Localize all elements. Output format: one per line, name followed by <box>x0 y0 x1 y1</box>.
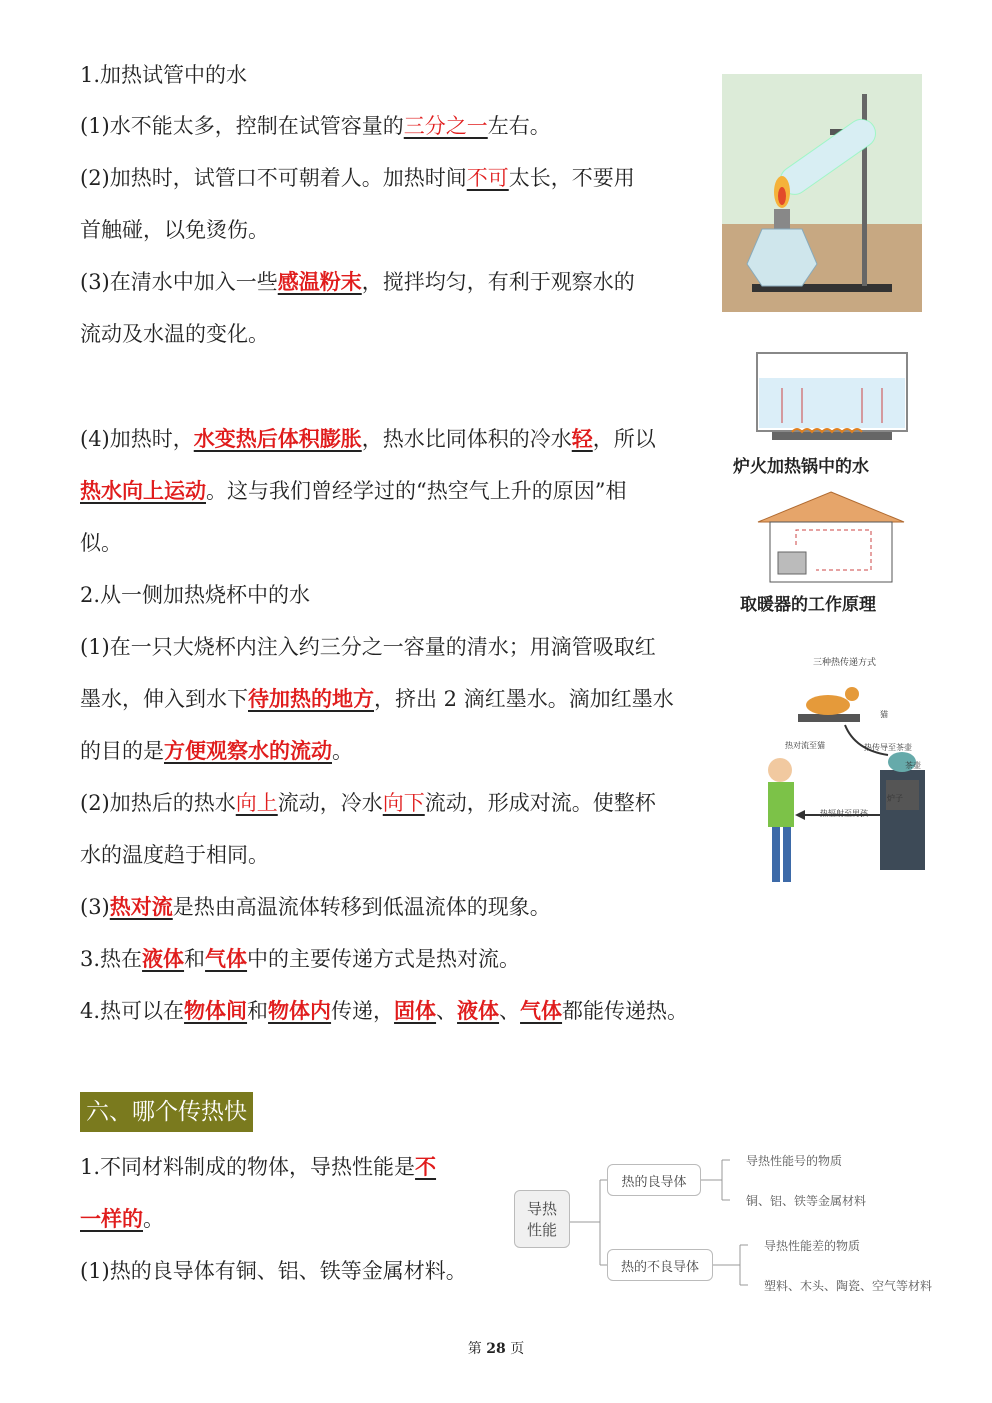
s1-p3b: 流动及水温的变化。 <box>80 322 269 346</box>
section-6-title: 六、哪个传热快 <box>80 1092 253 1132</box>
s1-p1: (1)水不能太多，控制在试管容量的三分之一左右。 <box>80 114 551 138</box>
s2-p1c: 的目的是方便观察水的流动。 <box>80 738 353 763</box>
s6-p2: (1)热的良导体有铜、铝、铁等金属材料。 <box>80 1259 467 1283</box>
heat-figure-title: 三种热传递方式 <box>813 658 877 668</box>
s2-p3: (3)热对流是热由高温流体转移到低温流体的现象。 <box>80 894 551 919</box>
mindmap-bad-examples: 塑料、木头、陶瓷、空气等材料 <box>764 1279 933 1293</box>
heat-label-convection: 热对流至猫 <box>785 741 825 750</box>
mindmap-good-desc: 导热性能号的物质 <box>746 1154 843 1168</box>
heat-label-cat: 猫 <box>880 710 888 719</box>
house-caption: 取暖器的工作原理 <box>740 595 876 615</box>
heading-1: 1.加热试管中的水 <box>80 63 248 87</box>
mindmap-good-examples: 铜、铝、铁等金属材料 <box>746 1194 867 1208</box>
pot-figure <box>752 348 912 448</box>
heat-label-teapot: 茶壶 <box>905 761 921 770</box>
s1-p4c: 似。 <box>80 531 122 555</box>
house-figure <box>756 490 906 585</box>
s2-p2a: (2)加热后的热水向上流动，冷水向下流动，形成对流。使整杯 <box>80 791 656 815</box>
heat-label-stove: 炉子 <box>887 794 903 803</box>
s2-p1b: 墨水，伸入到水下待加热的地方，挤出 2 滴红墨水。滴加红墨水 <box>80 686 674 711</box>
s6-p1: 1.不同材料制成的物体，导热性能是不 <box>80 1154 437 1179</box>
mindmap-lines <box>510 1145 960 1295</box>
heading-2: 2.从一侧加热烧杯中的水 <box>80 583 311 607</box>
s1-p4: (4)加热时，水变热后体积膨胀，热水比同体积的冷水轻，所以 <box>80 426 656 451</box>
s2-p1a: (1)在一只大烧杯内注入约三分之一容量的清水；用滴管吸取红 <box>80 635 656 659</box>
mindmap-poor-conductor: 热的不良导体 <box>607 1249 713 1281</box>
s1-p2b: 首触碰，以免烫伤。 <box>80 218 269 242</box>
s2-p2b: 水的温度趋于相同。 <box>80 843 269 867</box>
heat-label-radiation: 热辐射至男孩 <box>820 809 868 818</box>
test-tube-figure <box>722 74 922 312</box>
s4: 4.热可以在物体间和物体内传递，固体、液体、气体都能传递热。 <box>80 998 689 1023</box>
pot-caption: 炉火加热锅中的水 <box>733 457 869 477</box>
s6-p1b: 一样的。 <box>80 1206 164 1231</box>
mindmap-bad-desc: 导热性能差的物质 <box>764 1239 861 1253</box>
s1-p3: (3)在清水中加入一些感温粉末，搅拌均匀，有利于观察水的 <box>80 269 635 294</box>
heat-label-conduction: 热传导至茶壶 <box>864 743 912 752</box>
s1-p4b: 热水向上运动。这与我们曾经学过的“热空气上升的原因”相 <box>80 478 627 503</box>
mindmap-root: 导热 性能 <box>514 1190 570 1248</box>
s1-p2: (2)加热时，试管口不可朝着人。加热时间不可太长，不要用 <box>80 166 635 190</box>
s3: 3.热在液体和气体中的主要传递方式是热对流。 <box>80 946 521 971</box>
page-number: 第 28 页 <box>467 1341 525 1357</box>
mindmap-good-conductor: 热的良导体 <box>607 1164 701 1196</box>
heat-transfer-figure <box>760 670 935 892</box>
